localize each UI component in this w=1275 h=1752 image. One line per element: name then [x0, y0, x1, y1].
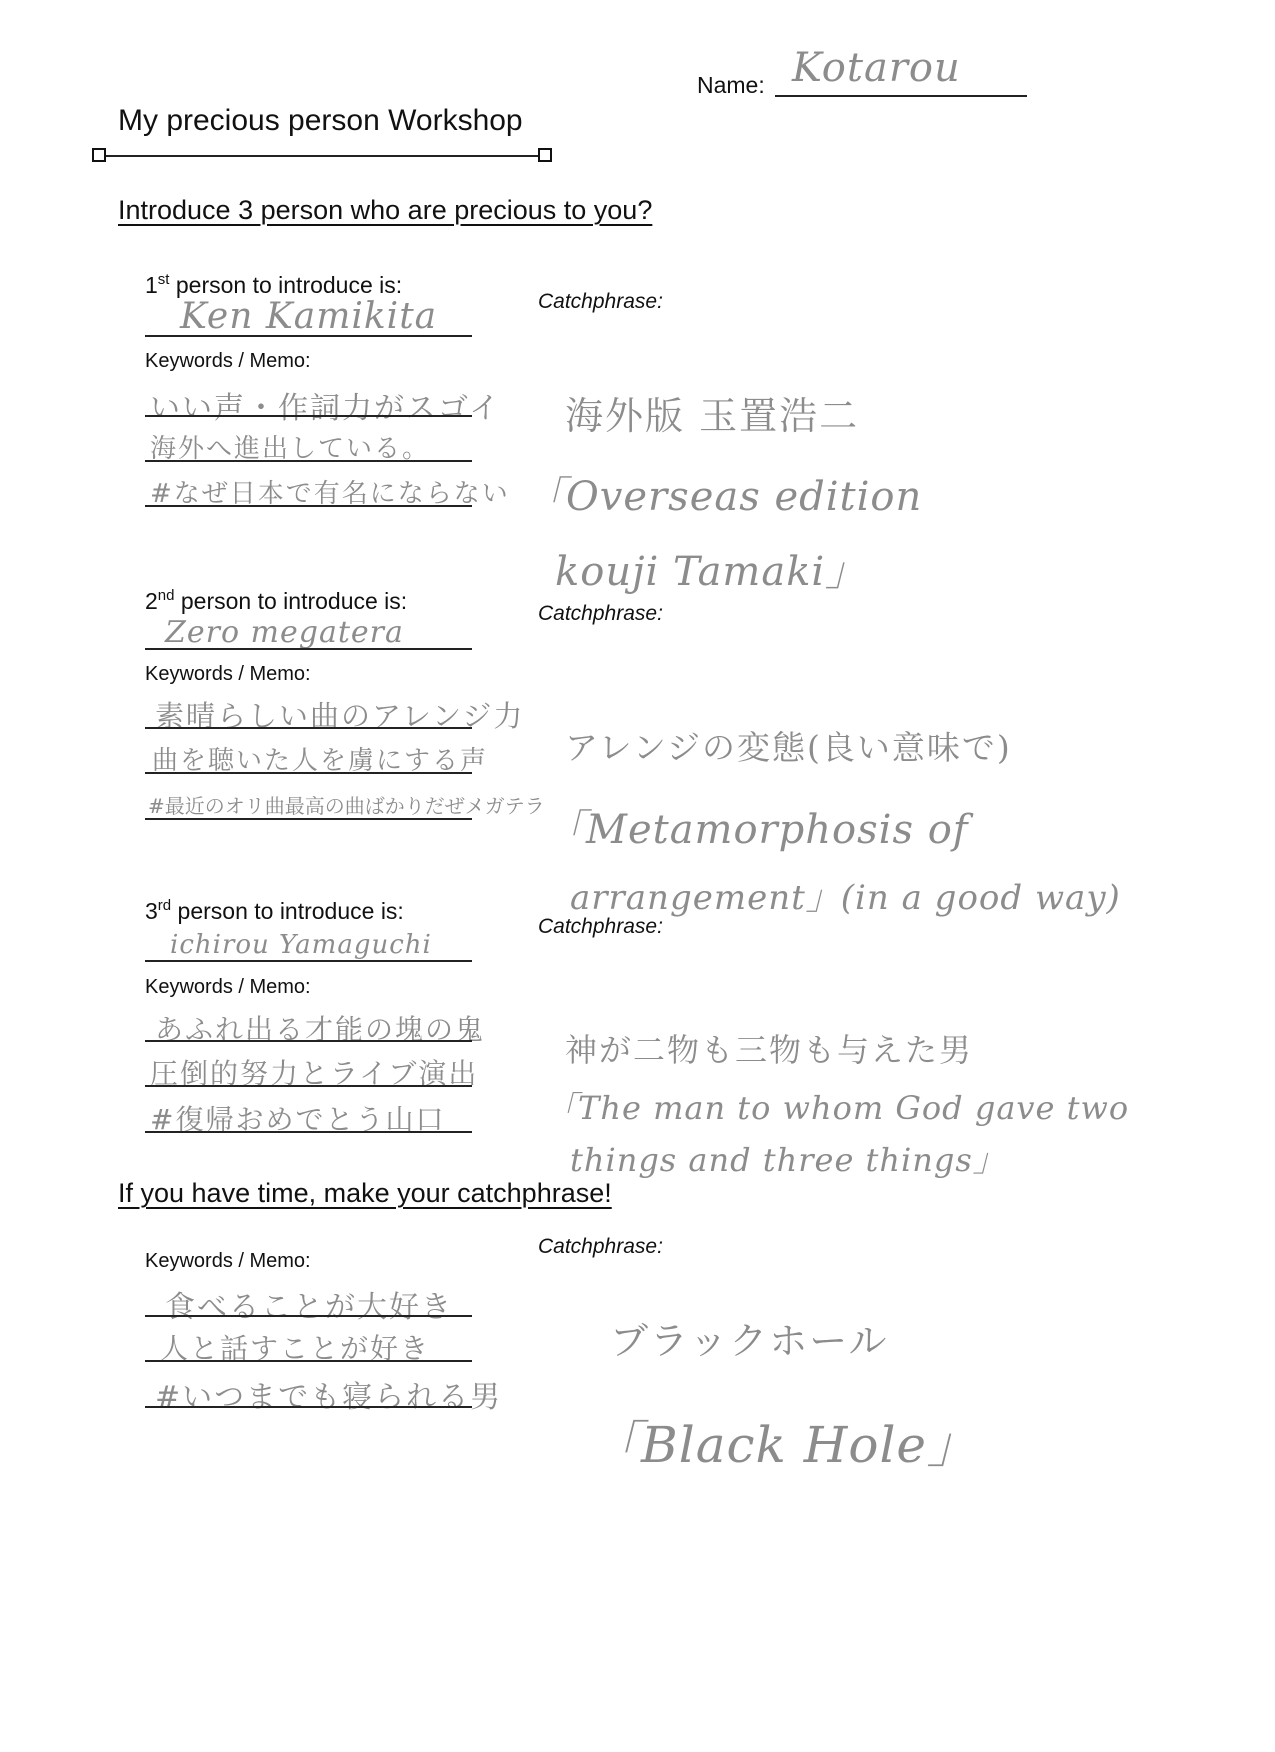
person-2-memo-line-3 — [145, 818, 472, 820]
person-3-memo-line-3 — [145, 1131, 472, 1133]
person-3-memo-line-1 — [145, 1040, 472, 1042]
person-1-memo-line-2 — [145, 460, 472, 462]
person-1-memo-line-1 — [145, 415, 472, 417]
name-underline — [775, 95, 1027, 97]
person-2-catchphrase-1: アレンジの変態(良い意味で) — [565, 728, 1012, 767]
person-1-memo-3: #なぜ日本で有名にならない — [150, 479, 510, 509]
page-title: My precious person Workshop — [118, 104, 523, 137]
person-2-memo-2: 曲を聴いた人を虜にする声 — [152, 746, 489, 776]
person-3-catchphrase-2: 「The man to whom God gave two — [545, 1089, 1130, 1127]
person-1-name-line — [145, 335, 472, 337]
person-3-catchphrase-3: things and three things」 — [570, 1141, 1006, 1179]
person-3-name-line — [145, 960, 472, 962]
person-2-memo-1: 素晴らしい曲のアレンジ力 — [155, 699, 525, 733]
person-2-catchphrase-label: Catchphrase: — [538, 602, 663, 625]
person-2-memo-line-2 — [145, 772, 472, 774]
person-2-memo-3: #最近のオリ曲最高の曲ばかりだぜメガテラ — [148, 794, 545, 818]
person-3-catchphrase-label: Catchphrase: — [538, 915, 663, 938]
person-3-label: 3rd person to introduce is: — [145, 897, 404, 924]
person-1-catchphrase-2: 「Overseas edition — [525, 474, 923, 520]
self-memo-1: 食べることが大好き — [165, 1290, 453, 1325]
self-memo-3: #いつまでも寝られる男 — [155, 1380, 503, 1415]
person-2-name: Zero megatera — [165, 615, 404, 650]
name-value: Kotarou — [792, 45, 961, 91]
person-3-memo-2: 圧倒的努力とライブ演出 — [150, 1057, 479, 1090]
name-label: Name: — [697, 72, 765, 98]
person-3-memo-label: Keywords / Memo: — [145, 976, 311, 998]
title-bar-right-square — [538, 148, 552, 162]
person-1-catchphrase-1: 海外版 玉置浩二 — [565, 394, 860, 438]
person-2-catchphrase-3: arrangement」(in a good way) — [570, 878, 1121, 918]
self-catchphrase-1: ブラックホール — [610, 1319, 889, 1363]
person-1-label: 1st person to introduce is: — [145, 271, 403, 298]
person-1-name: Ken Kamikita — [180, 296, 438, 337]
self-memo-line-2 — [145, 1360, 472, 1362]
person-2-memo-line-1 — [145, 727, 472, 729]
person-2-catchphrase-2: 「Metamorphosis of — [545, 807, 969, 853]
person-2-label: 2nd person to introduce is: — [145, 587, 408, 614]
person-1-catchphrase-label: Catchphrase: — [538, 290, 663, 313]
person-3-name: ichirou Yamaguchi — [170, 930, 432, 960]
person-2-memo-label: Keywords / Memo: — [145, 663, 311, 685]
title-bar-left-square — [92, 148, 106, 162]
main-question: Introduce 3 person who are precious to you? — [118, 195, 653, 225]
self-catchphrase-label: Catchphrase: — [538, 1235, 663, 1258]
person-3-memo-line-2 — [145, 1085, 472, 1087]
person-1-catchphrase-3: kouji Tamaki」 — [555, 549, 867, 595]
person-1-memo-label: Keywords / Memo: — [145, 350, 311, 372]
person-3-memo-1: あふれ出る才能の塊の鬼 — [155, 1013, 486, 1046]
self-catchphrase-2: 「Black Hole」 — [590, 1416, 979, 1474]
person-1-memo-1: いい声・作詞力がスゴイ — [150, 391, 502, 426]
title-bar-line — [106, 155, 538, 157]
person-3-catchphrase-1: 神が二物も三物も与えた男 — [565, 1031, 974, 1069]
person-1-memo-line-3 — [145, 505, 472, 507]
person-1-memo-2: 海外へ進出している。 — [150, 434, 431, 464]
person-3-memo-3: #復帰おめでとう山口 — [150, 1103, 446, 1136]
self-memo-label: Keywords / Memo: — [145, 1250, 311, 1272]
self-memo-2: 人と話すことが好き — [160, 1332, 431, 1365]
self-memo-line-3 — [145, 1406, 472, 1408]
person-2-name-line — [145, 648, 472, 650]
self-section-heading: If you have time, make your catchphrase! — [118, 1178, 612, 1208]
self-memo-line-1 — [145, 1315, 472, 1317]
